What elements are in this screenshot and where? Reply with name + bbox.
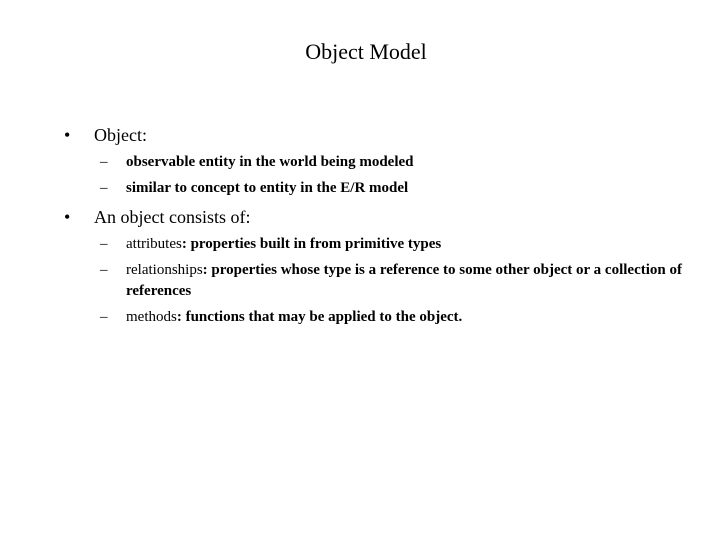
sub-item-text: observable entity in the world being modeled <box>126 154 414 170</box>
sub-item-text <box>126 260 696 302</box>
bullet-text: An object consists of: <box>94 207 251 227</box>
term-relationships: relationships <box>126 262 203 278</box>
definition-attributes: : properties built in from primitive types <box>181 236 442 252</box>
term-methods: methods <box>126 309 177 325</box>
dash-marker: – <box>100 309 108 325</box>
sub-item-text <box>126 307 696 328</box>
dash-marker: – <box>100 180 108 196</box>
term-attributes: attributes <box>126 236 182 252</box>
sub-item-text: similar to concept to entity in the E/R model <box>126 180 409 196</box>
dash-marker: – <box>100 154 108 170</box>
bullet-text: Object: <box>94 125 147 145</box>
dash-marker: – <box>100 262 108 278</box>
dash-marker: – <box>100 236 108 252</box>
definition-relationships: : properties whose type is a reference to some other object or a collection of references <box>126 262 682 299</box>
definition-methods: : functions that may be applied to the object. <box>176 309 463 325</box>
bullet-marker: • <box>64 125 71 145</box>
sub-item-text <box>126 234 696 255</box>
bullet-marker: • <box>64 207 71 227</box>
slide-title: Object Model <box>305 39 427 64</box>
